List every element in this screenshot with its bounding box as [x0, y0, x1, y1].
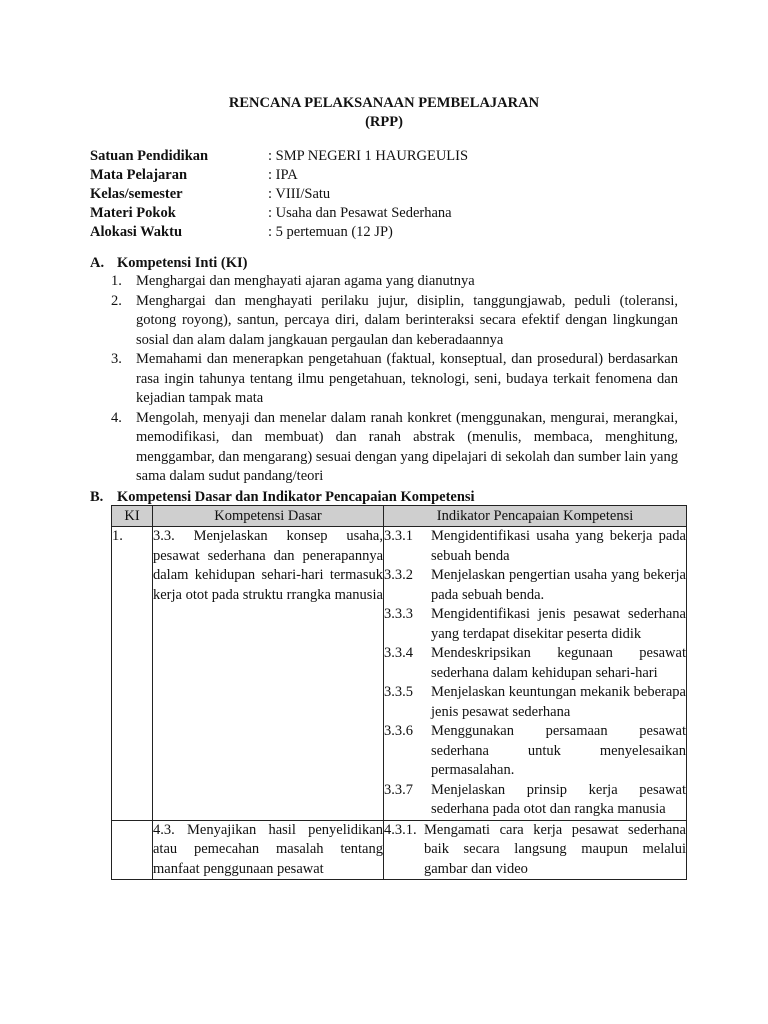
- list-number: 2.: [111, 292, 122, 309]
- indicator-code: 3.3.6: [384, 723, 413, 739]
- identity-value: : SMP NEGERI 1 HAURGEULIS: [268, 148, 469, 164]
- indicator-text: Menjelaskan pengertian usaha yang bekerja pada sebuah benda.: [431, 567, 686, 603]
- indicator-code: 3.3.1: [384, 528, 413, 544]
- list-item: [111, 272, 678, 292]
- indicator-item: [384, 781, 686, 820]
- list-number: 1.: [111, 273, 122, 289]
- indicator-item: [384, 683, 686, 722]
- indicator-item: [384, 527, 686, 566]
- document-subtitle: (RPP): [365, 114, 403, 130]
- indicator-code: 3.3.2: [384, 567, 413, 583]
- table-header-row: [112, 506, 687, 527]
- identity-row: [90, 204, 690, 223]
- column-header-ipk: Indikator Pencapaian Kompetensi: [384, 506, 687, 527]
- identity-label: Kelas/semester: [90, 186, 183, 202]
- identity-row: [90, 147, 690, 166]
- indicator-code: 3.3.4: [384, 645, 413, 661]
- indicator-text: Mengidentifikasi jenis pesawat sederhana yang terdapat disekitar peserta didik: [431, 606, 686, 642]
- indicator-item: [384, 605, 686, 644]
- section-title: Kompetensi Inti (KI): [117, 255, 248, 271]
- indicator-cell: [384, 820, 687, 880]
- identity-block: [90, 147, 690, 242]
- kd-cell: 4.3. Menyajikan hasil penyelidikan atau pemecahan masalah tentang manfaat penggunaan pesawat: [153, 820, 384, 880]
- indicator-code: 4.3.1.: [384, 821, 417, 838]
- identity-label: Satuan Pendidikan: [90, 148, 209, 164]
- list-item: [111, 409, 678, 487]
- identity-value: : IPA: [268, 167, 298, 183]
- identity-label: Mata Pelajaran: [90, 167, 188, 183]
- ki-cell: [112, 820, 153, 880]
- identity-row: [90, 185, 690, 204]
- indicator-text: Menjelaskan keuntungan mekanik beberapa jenis pesawat sederhana: [431, 684, 686, 720]
- indicator-item: [384, 722, 686, 781]
- list-text: Menghargai dan menghayati ajaran agama yang dianutnya: [136, 273, 475, 289]
- competency-table: [111, 505, 687, 880]
- section-letter: B.: [90, 489, 104, 505]
- indicator-text: Menggunakan persamaan pesawat sederhana untuk menyelesaikan permasalahan.: [431, 723, 686, 778]
- section-a-heading: [90, 254, 248, 274]
- indicator-cell: [384, 527, 687, 821]
- table-row: [112, 820, 687, 880]
- indicator-text: Mendeskripsikan kegunaan pesawat sederhana dalam kehidupan sehari-hari: [431, 645, 686, 681]
- section-title: Kompetensi Dasar dan Indikator Pencapaian Kompetensi: [117, 489, 475, 505]
- ki-cell: 1.: [112, 527, 153, 821]
- column-header-kd: Kompetensi Dasar: [153, 506, 384, 527]
- indicator-code: 3.3.3: [384, 606, 413, 622]
- table-row: [112, 527, 687, 821]
- indicator-code: 3.3.5: [384, 684, 413, 700]
- list-text: Memahami dan menerapkan pengetahuan (faktual, konseptual, dan prosedural) berdasarkan rasa ingin tahunya tentang ilmu pengetahuan, teknologi, seni, budaya terkait fenomena dan kejadian tampak mata: [136, 351, 678, 406]
- column-header-ki: KI: [112, 506, 153, 527]
- document-title: RENCANA PELAKSANAAN PEMBELAJARAN: [228, 95, 540, 111]
- identity-label: Alokasi Waktu: [90, 224, 183, 240]
- kd-cell: 3.3. Menjelaskan konsep usaha, pesawat sederhana dan penerapannya dalam kehidupan sehari-hari termasuk kerja otot pada struktu rrangka manusia: [153, 527, 384, 821]
- indicator-code: 3.3.7: [384, 781, 413, 798]
- identity-label: Materi Pokok: [90, 205, 176, 221]
- section-letter: A.: [90, 255, 105, 271]
- indicator-text: Mengamati cara kerja pesawat sederhana baik secara langsung maupun melalui gambar dan video: [424, 821, 686, 877]
- list-item: [111, 292, 678, 351]
- indicator-item: [384, 821, 686, 880]
- identity-value: : Usaha dan Pesawat Sederhana: [268, 205, 452, 221]
- identity-value: : VIII/Satu: [268, 186, 331, 202]
- indicator-text: Mengidentifikasi usaha yang bekerja pada sebuah benda: [431, 528, 686, 564]
- list-text: Menghargai dan menghayati perilaku jujur, disiplin, tanggungjawab, peduli (toleransi, gotong royong), santun, percaya diri, dalam berinteraksi secara efektif dengan lingkungan sosial dan alam dalam jangkauan pergaulan dan keberadaannya: [136, 292, 678, 348]
- list-number: 4.: [111, 409, 122, 426]
- kompetensi-inti-list: [111, 272, 678, 487]
- identity-value: : 5 pertemuan (12 JP): [268, 224, 393, 240]
- indicator-item: [384, 566, 686, 605]
- identity-row: [90, 166, 690, 185]
- list-text: Mengolah, menyaji dan menelar dalam ranah konkret (menggunakan, mengurai, merangkai, memodifikasi, dan membuat) dan ranah abstrak (menulis, membaca, menghitung, menggambar, dan mengarang) sesuai dengan yang dipelajari di sekolah dan sumber lain yang sama dalam sudut pandang/teori: [136, 409, 678, 484]
- list-item: [111, 350, 678, 409]
- identity-row: [90, 223, 690, 242]
- indicator-item: [384, 644, 686, 683]
- indicator-text: Menjelaskan prinsip kerja pesawat sederhana pada otot dan rangka manusia: [431, 781, 686, 817]
- list-number: 3.: [111, 351, 122, 367]
